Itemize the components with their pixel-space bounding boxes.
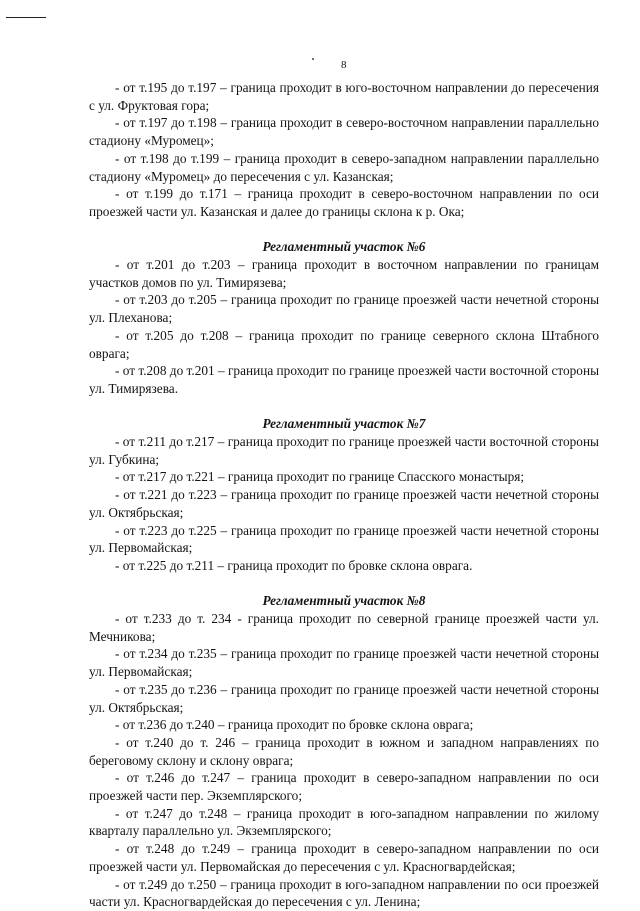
paragraph: - от т.248 до т.249 – граница проходит в северо-западном направлении по оси проезжей части ул. Первомайская до пересечения с ул. Красногвардейская;	[89, 841, 599, 874]
paragraph: - от т.197 до т.198 – граница проходит в северо-восточном направлении параллельно стадиону «Муромец»;	[89, 115, 599, 149]
section-heading: Регламентный участок №6	[262, 239, 426, 255]
document-body	[89, 79, 599, 911]
paragraph: - от т.208 до т.201 – граница проходит по границе проезжей части восточной стороны ул. Тимирязева.	[89, 363, 599, 396]
paragraph: - от т.217 до т.221 – граница проходит по границе Спасского монастыря;	[115, 469, 525, 485]
section-heading: Регламентный участок №7	[262, 416, 426, 432]
scan-speck	[312, 58, 314, 60]
paragraph: - от т.236 до т.240 – граница проходит по бровке склона оврага;	[115, 717, 474, 733]
paragraph: - от т.233 до т. 234 - граница проходит по северной границе проезжей части ул. Мечникова;	[89, 611, 599, 644]
paragraph: - от т.249 до т.250 – граница проходит в юго-западном направлении по оси проезжей части ул. Красногвардейская до пересечения с ул. Ленина;	[89, 876, 599, 910]
paragraph: - от т.221 до т.223 – граница проходит по границе проезжей части нечетной стороны ул. Октябрьская;	[89, 487, 599, 520]
paragraph: - от т.198 до т.199 – граница проходит в северо-западном направлении параллельно стадиону «Муромец» до пересечения с ул. Казанская;	[89, 150, 599, 184]
paragraph: - от т.203 до т.205 – граница проходит по границе проезжей части нечетной стороны ул. Плеханова;	[89, 292, 599, 326]
spacer	[89, 575, 599, 593]
section-heading: Регламентный участок №8	[262, 593, 426, 609]
paragraph: - от т.201 до т.203 – граница проходит в восточном направлении по границам участков домов по ул. Тимирязева;	[89, 257, 599, 290]
page-number: 8	[341, 59, 347, 71]
paragraph: - от т.211 до т.217 – граница проходит по границе проезжей части восточной стороны ул. Губкина;	[89, 434, 599, 467]
paragraph: - от т.235 до т.236 – граница проходит по границе проезжей части нечетной стороны ул. Октябрьская;	[89, 681, 599, 715]
paragraph: - от т.199 до т.171 – граница проходит в северо-восточном направлении по оси проезжей части ул. Казанская и далее до границы склона к р. Ока;	[89, 186, 599, 219]
spacer	[89, 398, 599, 416]
paragraph: - от т.247 до т.248 – граница проходит в юго-западном направлении по жилому кварталу параллельно ул. Экземплярского;	[89, 805, 599, 839]
paragraph: - от т.240 до т. 246 – граница проходит в южном и западном направлениях по береговому склону и склону оврага;	[89, 734, 599, 768]
spacer	[89, 221, 599, 239]
paragraph: - от т.234 до т.235 – граница проходит по границе проезжей части нечетной стороны ул. Первомайская;	[89, 646, 599, 680]
scan-edge-mark	[6, 17, 46, 18]
paragraph: - от т.225 до т.211 – граница проходит по бровке склона оврага.	[115, 557, 473, 573]
paragraph: - от т.205 до т.208 – граница проходит по границе северного склона Штабного оврага;	[89, 327, 599, 361]
paragraph: - от т.223 до т.225 – граница проходит по границе проезжей части нечетной стороны ул. Первомайская;	[89, 522, 599, 556]
paragraph: - от т.195 до т.197 – граница проходит в юго-восточном направлении до пересечения с ул. Фруктовая гора;	[89, 80, 599, 113]
paragraph: - от т.246 до т.247 – граница проходит в северо-западном направлении по оси проезжей части пер. Экземплярского;	[89, 770, 599, 804]
